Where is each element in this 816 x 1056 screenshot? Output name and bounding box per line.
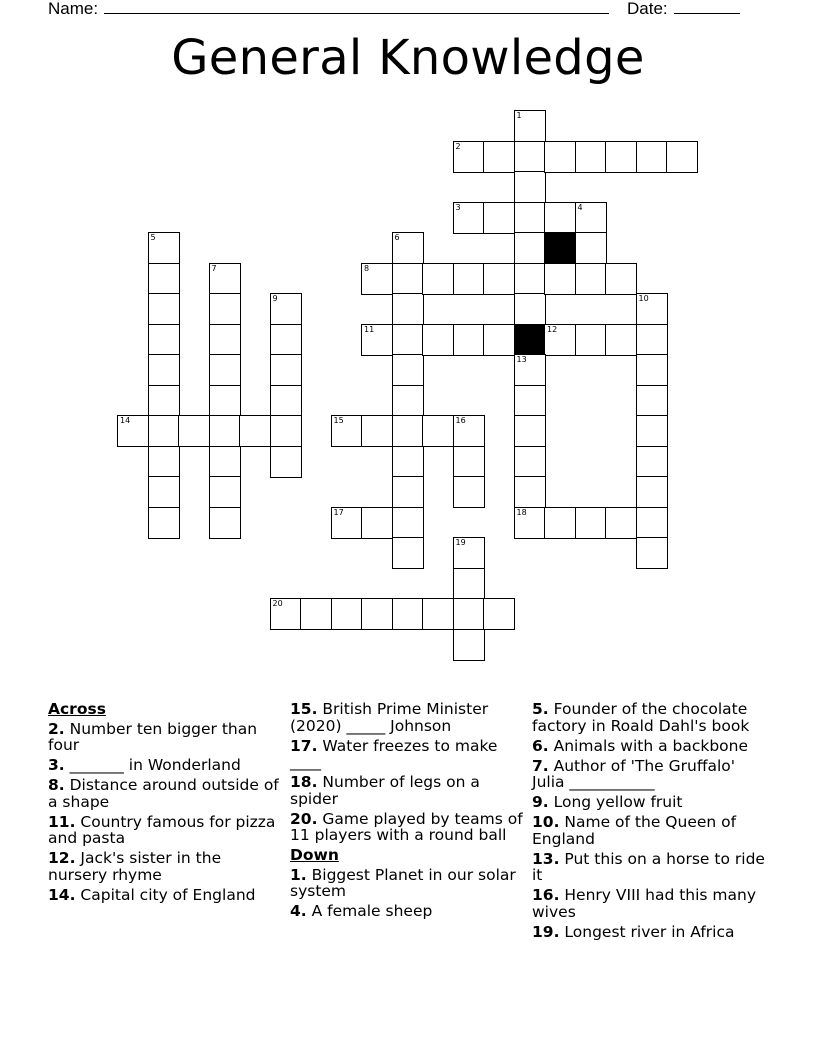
clue-column-2 (290, 701, 525, 923)
crossword-cell[interactable] (209, 293, 241, 325)
clue-number-label: 1 (516, 111, 522, 120)
clue-number: 4. (290, 902, 307, 920)
clue-number-label: 2 (455, 141, 461, 151)
clue-number: 18. (290, 773, 318, 791)
crossword-cell[interactable] (575, 324, 607, 356)
crossword-cell[interactable] (514, 446, 546, 478)
crossword-cell[interactable] (483, 141, 515, 173)
crossword-cell[interactable] (422, 324, 454, 356)
crossword-cell[interactable] (392, 507, 424, 539)
crossword-cell[interactable] (148, 415, 180, 447)
crossword-cell[interactable] (270, 324, 302, 356)
clue-number: 8. (48, 776, 65, 794)
crossword-cell[interactable] (636, 507, 668, 539)
clue-text: Number ten bigger than four (48, 719, 258, 754)
clue-number-label: 11 (364, 324, 375, 334)
clue-number-label: 15 (333, 416, 344, 425)
crossword-cell[interactable] (636, 354, 668, 386)
crossword-cell[interactable] (636, 324, 668, 356)
crossword-cell[interactable] (636, 446, 668, 478)
clue-text: Author of 'The Gruffalo' Julia ___________ (532, 756, 736, 791)
across-clue (48, 721, 283, 754)
crossword-cell[interactable] (148, 385, 180, 417)
crossword-cell[interactable] (605, 263, 637, 295)
clue-text: Water freezes to make ____ (290, 736, 498, 771)
across-heading: Across (48, 700, 106, 718)
crossword-cell[interactable] (392, 263, 424, 295)
crossword-cell[interactable] (453, 202, 485, 234)
across-clue (290, 774, 525, 807)
crossword-cell[interactable] (209, 476, 241, 508)
crossword-cell[interactable] (605, 507, 637, 539)
clue-number-label: 3 (455, 202, 461, 212)
clue-number: 13. (532, 849, 560, 868)
clue-number-label: 10 (638, 294, 649, 303)
crossword-cell[interactable] (636, 476, 668, 508)
black-square (514, 324, 546, 356)
crossword-cell[interactable] (422, 598, 454, 630)
down-clue (532, 851, 772, 884)
crossword-cell[interactable] (453, 141, 485, 173)
crossword-cell[interactable] (453, 629, 485, 661)
down-clue (532, 924, 772, 941)
crossword-cell[interactable] (270, 385, 302, 417)
crossword-cell[interactable] (514, 110, 546, 142)
down-clue (532, 887, 772, 920)
clue-text: Number of legs on a spider (290, 773, 480, 808)
down-clue (532, 758, 772, 791)
clue-text: Biggest Planet in our solar system (290, 865, 516, 900)
down-heading: Down (290, 846, 339, 864)
crossword-cell[interactable] (514, 141, 546, 173)
clue-text: Country famous for pizza and pasta (48, 812, 276, 847)
clue-number-label: 7 (211, 263, 217, 273)
crossword-cell[interactable] (270, 446, 302, 478)
crossword-cell[interactable] (422, 263, 454, 295)
clue-number: 10. (532, 813, 560, 831)
crossword-cell[interactable] (514, 507, 546, 539)
crossword-cell[interactable] (361, 324, 393, 356)
crossword-cell[interactable] (361, 263, 393, 295)
crossword-cell[interactable] (666, 141, 698, 173)
crossword-cell[interactable] (270, 354, 302, 386)
clue-text: Jack's sister in the nursery rhyme (48, 849, 222, 884)
crossword-cell[interactable] (392, 446, 424, 478)
clue-number: 6. (532, 736, 549, 755)
crossword-cell[interactable] (575, 263, 607, 295)
crossword-cell[interactable] (636, 293, 668, 325)
clue-number-label: 4 (577, 202, 583, 212)
clue-number-label: 5 (150, 233, 156, 242)
crossword-cell[interactable] (514, 415, 546, 447)
crossword-cell[interactable] (544, 324, 576, 356)
down-clue (290, 903, 525, 920)
crossword-cell[interactable] (148, 354, 180, 386)
crossword-cell[interactable] (392, 385, 424, 417)
crossword-cell[interactable] (605, 324, 637, 356)
crossword-cell[interactable] (514, 232, 546, 264)
crossword-cell[interactable] (209, 415, 241, 447)
down-clue (532, 701, 772, 734)
crossword-cell[interactable] (575, 202, 607, 234)
crossword-cell[interactable] (453, 263, 485, 295)
crossword-cell[interactable] (270, 415, 302, 447)
crossword-cell[interactable] (148, 232, 180, 264)
crossword-cell[interactable] (209, 324, 241, 356)
crossword-cell[interactable] (331, 507, 363, 539)
clue-text: Distance around outside of a shape (48, 776, 279, 811)
clue-number-label: 19 (455, 538, 466, 547)
across-clue (48, 814, 283, 847)
clue-number-label: 16 (455, 416, 466, 425)
across-clue (290, 811, 525, 844)
clue-number: 3. (48, 756, 65, 774)
clue-text: _______ in Wonderland (69, 756, 241, 774)
across-clue (48, 850, 283, 883)
crossword-cell[interactable] (392, 293, 424, 325)
down-clue (532, 814, 772, 847)
clue-number: 11. (48, 812, 76, 831)
crossword-cell[interactable] (331, 415, 363, 447)
crossword-cell[interactable] (636, 385, 668, 417)
crossword-cell[interactable] (605, 141, 637, 173)
clue-number-label: 17 (333, 507, 344, 517)
crossword-cell[interactable] (483, 598, 515, 630)
across-clue (48, 777, 283, 810)
clue-number: 12. (48, 849, 76, 867)
clue-number: 9. (532, 793, 549, 811)
clue-text: Put this on a horse to ride it (532, 849, 765, 884)
clue-number-label: 12 (547, 324, 558, 334)
crossword-cell[interactable] (361, 507, 393, 539)
clue-number-label: 14 (120, 416, 131, 425)
across-clue (290, 701, 525, 734)
crossword-cell[interactable] (483, 263, 515, 295)
clue-number: 2. (48, 719, 65, 738)
clue-text: Long yellow fruit (553, 793, 683, 811)
clue-number: 17. (290, 736, 318, 755)
page-title: General Knowledge (171, 30, 645, 86)
crossword-cell[interactable] (636, 537, 668, 569)
crossword-cell[interactable] (453, 446, 485, 478)
clue-column-3 (532, 701, 772, 944)
crossword-cell[interactable] (148, 324, 180, 356)
crossword-cell[interactable] (148, 476, 180, 508)
crossword-cell[interactable] (636, 415, 668, 447)
crossword-cell[interactable] (209, 507, 241, 539)
crossword-cell[interactable] (636, 141, 668, 173)
crossword-cell[interactable] (483, 324, 515, 356)
crossword-cell[interactable] (117, 415, 149, 447)
crossword-cell[interactable] (148, 507, 180, 539)
crossword-cell[interactable] (514, 171, 546, 203)
crossword-cell[interactable] (361, 415, 393, 447)
across-clue (290, 738, 525, 771)
crossword-cell[interactable] (148, 446, 180, 478)
crossword-cell[interactable] (544, 507, 576, 539)
clue-text: A female sheep (311, 902, 433, 920)
clue-text: Founder of the chocolate factory in Roald Dahl's book (532, 700, 750, 735)
crossword-cell[interactable] (544, 141, 576, 173)
clue-number: 5. (532, 700, 549, 718)
clue-number: 15. (290, 700, 318, 718)
crossword-cell[interactable] (575, 141, 607, 173)
clue-number: 14. (48, 885, 76, 904)
clue-number-label: 6 (394, 233, 400, 242)
clue-number: 19. (532, 922, 560, 941)
crossword-cell[interactable] (392, 537, 424, 569)
crossword-cell[interactable] (514, 202, 546, 234)
crossword-cell[interactable] (453, 415, 485, 447)
clue-number-label: 13 (516, 355, 527, 364)
down-clue (532, 794, 772, 811)
crossword-cell[interactable] (392, 232, 424, 264)
crossword-cell[interactable] (392, 354, 424, 386)
crossword-cell[interactable] (514, 354, 546, 386)
clue-text: Game played by teams of 11 players with a round ball (290, 809, 523, 844)
crossword-cell[interactable] (514, 476, 546, 508)
crossword-cell[interactable] (575, 507, 607, 539)
clue-column-1 (48, 701, 283, 907)
crossword-cell[interactable] (453, 324, 485, 356)
crossword-cell[interactable] (544, 202, 576, 234)
crossword-cell[interactable] (453, 476, 485, 508)
crossword-cell[interactable] (209, 385, 241, 417)
crossword-cell[interactable] (148, 293, 180, 325)
crossword-cell[interactable] (300, 598, 332, 630)
crossword-cell[interactable] (544, 263, 576, 295)
clue-text: Capital city of England (80, 885, 256, 904)
crossword-cell[interactable] (209, 446, 241, 478)
name-label: Name: (48, 0, 99, 18)
crossword-cell[interactable] (514, 263, 546, 295)
crossword-cell[interactable] (575, 232, 607, 264)
crossword-cell[interactable] (209, 263, 241, 295)
clue-number-label: 8 (364, 263, 370, 273)
crossword-cell[interactable] (239, 415, 271, 447)
clue-number-label: 20 (272, 599, 283, 608)
crossword-cell[interactable] (514, 293, 546, 325)
down-clue (290, 867, 525, 900)
crossword-cell[interactable] (392, 324, 424, 356)
crossword-cell[interactable] (209, 354, 241, 386)
crossword-cell[interactable] (270, 293, 302, 325)
crossword-cell[interactable] (392, 598, 424, 630)
black-square (544, 232, 576, 264)
clue-text: Longest river in Africa (564, 922, 735, 941)
crossword-cell[interactable] (270, 598, 302, 630)
clue-number: 7. (532, 756, 549, 775)
date-label: Date: (627, 0, 668, 18)
crossword-cell[interactable] (453, 598, 485, 630)
clue-text: British Prime Minister (2020) _____ Johnson (290, 700, 489, 735)
clue-text: Animals with a backbone (553, 736, 749, 755)
crossword-cell[interactable] (453, 568, 485, 600)
clue-text: Henry VIII had this many wives (532, 886, 757, 921)
across-clue (48, 887, 283, 904)
crossword-cell[interactable] (331, 598, 363, 630)
across-clue (48, 757, 283, 774)
crossword-cell[interactable] (422, 415, 454, 447)
clue-number: 16. (532, 886, 560, 904)
crossword-cell[interactable] (514, 385, 546, 417)
crossword-cell[interactable] (392, 476, 424, 508)
crossword-cell[interactable] (148, 263, 180, 295)
clue-number-label: 18 (516, 507, 527, 517)
crossword-cell[interactable] (361, 598, 393, 630)
crossword-cell[interactable] (483, 202, 515, 234)
clue-text: Name of the Queen of England (532, 813, 737, 848)
down-clue (532, 738, 772, 755)
clue-number: 20. (290, 809, 318, 828)
clue-number-label: 9 (272, 294, 278, 303)
crossword-cell[interactable] (392, 415, 424, 447)
crossword-cell[interactable] (178, 415, 210, 447)
clue-number: 1. (290, 865, 307, 884)
crossword-cell[interactable] (453, 537, 485, 569)
